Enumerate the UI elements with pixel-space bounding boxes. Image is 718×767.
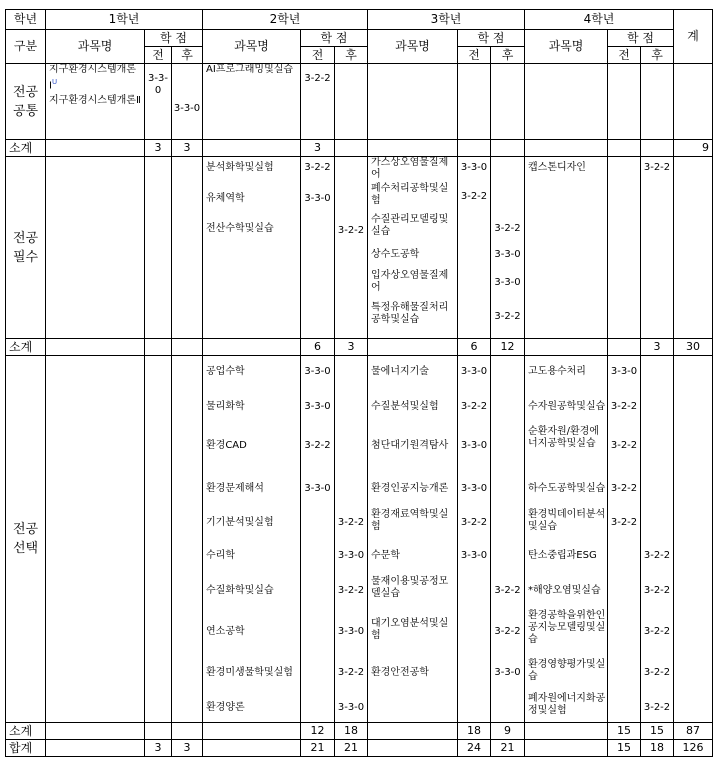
- credit-value: 3-2-2: [460, 517, 488, 528]
- subtotal-value: [608, 339, 641, 356]
- credit-value: 3-2-2: [643, 550, 671, 561]
- credit-value: 3-2-2: [304, 162, 331, 173]
- credit-value: 3-2-2: [610, 517, 638, 528]
- subtotal-label: 소계: [6, 140, 46, 157]
- subtotal-total: 30: [674, 339, 713, 356]
- subject-name: 분석화학및실험: [206, 162, 274, 173]
- common-y1-first: [145, 64, 172, 140]
- y3-credit-header: 학 점: [458, 30, 525, 47]
- y1-first-sem: 전: [145, 47, 172, 64]
- credit-value: 3-2-2: [494, 223, 521, 234]
- credit-value: 3-2-2: [337, 517, 365, 528]
- elective-total-cell: [674, 356, 713, 723]
- y1-credit-header: 학 점: [145, 30, 203, 47]
- credit-value: 3-3-0: [460, 483, 488, 494]
- required-y3-first: [458, 157, 491, 339]
- subject-name: 하수도공학및실습: [528, 483, 606, 494]
- grand-total-value: 21: [335, 740, 368, 757]
- y1-second-sem: 후: [172, 47, 203, 64]
- grand-total-value: 15: [608, 740, 641, 757]
- credit-value: 3-3-0: [460, 550, 488, 561]
- elective-y3-first: [458, 356, 491, 723]
- y4-credit-header: 학 점: [608, 30, 674, 47]
- required-y2-first: [301, 157, 335, 339]
- y3-second-sem: 후: [491, 47, 525, 64]
- subtotal-value: 3: [301, 140, 335, 157]
- empty-cell: [368, 339, 458, 356]
- subject-name: 고도용수처리: [528, 366, 586, 377]
- y4-subject-header: 과목명: [525, 30, 608, 64]
- elective-y2-second: [335, 356, 368, 723]
- elective-y1-subjects: [46, 356, 145, 723]
- subject-name: 입자상오염물질제어: [371, 270, 449, 293]
- subtotal-value: 18: [458, 723, 491, 740]
- elective-y1-first: [145, 356, 172, 723]
- subject-name: 수문학: [371, 550, 400, 561]
- credit-value: 3-3-0: [494, 667, 521, 678]
- subject-name: 공업수학: [206, 366, 245, 377]
- credit-value: 3-2-2: [494, 585, 521, 596]
- empty-cell: [368, 140, 458, 157]
- subject-name: 첨단대기원격탐사: [371, 440, 449, 451]
- credit-value: 3-2-2: [610, 440, 638, 451]
- empty-cell: [525, 339, 608, 356]
- subject-name: 유체역학: [206, 193, 245, 204]
- subject-name: 환경인공지능개론: [371, 483, 449, 494]
- subject-name: *해양오염및실습: [528, 585, 601, 596]
- subject-name: 폐자원에너지화공정및실험: [528, 693, 606, 716]
- subject-name: 물에너지기술: [371, 366, 429, 377]
- subject-name: 지구환경시스템개론Ⅰ$^U$: [49, 64, 136, 92]
- elective-y2-subjects: [203, 356, 301, 723]
- credit-value: 3-2-2: [643, 585, 671, 596]
- credit-value: 3-2-2: [304, 440, 331, 451]
- subtotal-value: 3: [335, 339, 368, 356]
- common-y4-subjects: [525, 64, 608, 140]
- credit-value: 3-2-2: [643, 702, 671, 713]
- credit-value: 3-3-0: [460, 440, 488, 451]
- curriculum-table: [5, 9, 713, 757]
- empty-cell: [525, 140, 608, 157]
- credit-value: 3-3-0: [173, 103, 201, 114]
- subject-name: 환경공학을위한인공지능모델링및실습: [528, 610, 606, 645]
- subtotal-value: [491, 140, 525, 157]
- credit-value: 3-3-0: [148, 73, 168, 96]
- subject-name: 환경문제해석: [206, 483, 264, 494]
- elective-group-label: 전공 선택: [6, 356, 46, 723]
- subtotal-value: [641, 140, 674, 157]
- credit-value: 3-3-0: [337, 550, 365, 561]
- grand-total-value: 21: [491, 740, 525, 757]
- y2-subject-header: 과목명: [203, 30, 301, 64]
- credit-value: 3-3-0: [304, 401, 331, 412]
- subject-name: 환경영향평가및실습: [528, 659, 606, 682]
- common-y2-second: [335, 64, 368, 140]
- common-y3-subjects: [368, 64, 458, 140]
- common-y3-second: [491, 64, 525, 140]
- subject-name: AI프로그래밍및실습: [206, 64, 294, 75]
- common-y2-subjects: [203, 64, 301, 140]
- subtotal-value: 12: [301, 723, 335, 740]
- credit-value: 3-3-0: [337, 702, 365, 713]
- subtotal-value: [335, 140, 368, 157]
- credit-value: 3-2-2: [337, 667, 365, 678]
- subject-name: 기기분석및실험: [206, 517, 274, 528]
- empty-cell: [46, 740, 145, 757]
- elective-y3-subjects: [368, 356, 458, 723]
- grand-total-value: 3: [172, 740, 203, 757]
- subject-name: 물재이용및공정모델실습: [371, 576, 449, 599]
- subject-name: 순환자원/환경에너지공학및실습: [528, 426, 599, 449]
- empty-cell: [46, 723, 145, 740]
- elective-y4-second: [641, 356, 674, 723]
- subtotal-value: 18: [335, 723, 368, 740]
- credit-value: 3-2-2: [610, 401, 638, 412]
- y3-subject-header: 과목명: [368, 30, 458, 64]
- grand-total-value: 21: [301, 740, 335, 757]
- common-y1-second: [172, 64, 203, 140]
- subtotal-label: 소계: [6, 723, 46, 740]
- credit-value: 3-3-0: [494, 277, 521, 288]
- subtotal-value: [145, 723, 172, 740]
- subtotal-value: [172, 723, 203, 740]
- common-group-label: 전공 공통: [6, 64, 46, 140]
- y2-first-sem: 전: [301, 47, 335, 64]
- elective-y4-first: [608, 356, 641, 723]
- required-y4-second: [641, 157, 674, 339]
- subtotal-value: [608, 140, 641, 157]
- subject-name: 상수도공학: [371, 249, 420, 260]
- elective-row: [6, 356, 713, 723]
- subtotal-value: 9: [491, 723, 525, 740]
- credit-value: 3-2-2: [643, 626, 671, 637]
- grand-total-value: 18: [641, 740, 674, 757]
- required-subtotal-row: [6, 339, 713, 356]
- credit-value: 3-2-2: [494, 626, 521, 637]
- common-y2-first: [301, 64, 335, 140]
- subject-name: 환경안전공학: [371, 667, 429, 678]
- credit-value: 3-2-2: [643, 667, 671, 678]
- subtotal-label: 소계: [6, 339, 46, 356]
- subtotal-value: [145, 339, 172, 356]
- subtotal-value: 3: [641, 339, 674, 356]
- credit-value: 3-2-2: [460, 401, 488, 412]
- credit-value: 3-2-2: [337, 225, 365, 236]
- empty-cell: [525, 723, 608, 740]
- credit-value: 3-3-0: [304, 193, 331, 204]
- category-label: 구분: [6, 30, 46, 64]
- subject-name: 환경재료역학및실험: [371, 509, 449, 532]
- subject-name: 특정유해물질처리공학및실습: [371, 302, 449, 325]
- elective-y4-subjects: [525, 356, 608, 723]
- empty-cell: [46, 140, 145, 157]
- subtotal-value: 3: [145, 140, 172, 157]
- credit-value: 3-3-0: [460, 162, 488, 173]
- subtotal-value: 3: [172, 140, 203, 157]
- subject-name: 가스상오염물질제어: [371, 157, 449, 180]
- subtotal-value: [458, 140, 491, 157]
- grand-total-value: 24: [458, 740, 491, 757]
- credit-value: 3-3-0: [460, 366, 488, 377]
- subject-name: 수리학: [206, 550, 235, 561]
- y4-first-sem: 전: [608, 47, 641, 64]
- credit-value: 3-2-2: [460, 191, 488, 202]
- required-row: [6, 157, 713, 339]
- required-y4-first: [608, 157, 641, 339]
- subtotal-value: 12: [491, 339, 525, 356]
- credit-value: 3-2-2: [610, 483, 638, 494]
- empty-cell: [46, 339, 145, 356]
- credit-value: 3-2-2: [643, 162, 671, 173]
- subject-name: 캡스톤디자인: [528, 162, 586, 173]
- empty-cell: [203, 140, 301, 157]
- subject-name: 전산수학및실습: [206, 223, 274, 234]
- total-header: 계: [674, 10, 713, 64]
- common-y4-first: [608, 64, 641, 140]
- required-group-label: 전공 필수: [6, 157, 46, 339]
- required-y4-subjects: [525, 157, 608, 339]
- subject-name: 수질화학및실습: [206, 585, 274, 596]
- subtotal-total: 9: [674, 140, 713, 157]
- subject-name: 환경양론: [206, 702, 245, 713]
- subject-name: 환경미생물학및실험: [206, 667, 293, 678]
- year-1-header: 1학년: [46, 10, 203, 30]
- credit-value: 3-3-0: [610, 366, 638, 377]
- common-subtotal-row: [6, 140, 713, 157]
- required-y1-subjects: [46, 157, 145, 339]
- credit-value: 3-2-2: [304, 73, 331, 84]
- elective-subtotal-row: [6, 723, 713, 740]
- required-y2-subjects: [203, 157, 301, 339]
- credit-value: 3-3-0: [337, 626, 365, 637]
- required-total-cell: [674, 157, 713, 339]
- subtotal-value: 15: [608, 723, 641, 740]
- year-3-header: 3학년: [368, 10, 525, 30]
- required-y1-first: [145, 157, 172, 339]
- grand-total-row: [6, 740, 713, 757]
- year-2-header: 2학년: [203, 10, 368, 30]
- subject-name: 수자원공학및실습: [528, 401, 606, 412]
- subject-name: 물리화학: [206, 401, 245, 412]
- y2-second-sem: 후: [335, 47, 368, 64]
- subject-name: 수질분석및실험: [371, 401, 439, 412]
- credit-value: 3-3-0: [304, 483, 331, 494]
- common-y3-first: [458, 64, 491, 140]
- year-4-header: 4학년: [525, 10, 674, 30]
- required-y3-second: [491, 157, 525, 339]
- grand-total-value: 3: [145, 740, 172, 757]
- required-y1-second: [172, 157, 203, 339]
- y4-second-sem: 후: [641, 47, 674, 64]
- subject-name: 지구환경시스템개론Ⅱ: [49, 95, 141, 106]
- subject-name: 환경CAD: [206, 440, 247, 451]
- credit-value: 3-3-0: [494, 249, 521, 260]
- grand-total-label: 합계: [6, 740, 46, 757]
- required-y3-subjects: [368, 157, 458, 339]
- subtotal-value: 6: [458, 339, 491, 356]
- subtotal-value: 6: [301, 339, 335, 356]
- common-row: [6, 64, 713, 140]
- y3-first-sem: 전: [458, 47, 491, 64]
- required-y2-second: [335, 157, 368, 339]
- subject-name: 환경빅데이터분석및실습: [528, 509, 606, 532]
- y2-credit-header: 학 점: [301, 30, 368, 47]
- elective-y3-second: [491, 356, 525, 723]
- elective-y1-second: [172, 356, 203, 723]
- subject-name: 대기오염분석및실험: [371, 618, 449, 641]
- subject-name: 연소공학: [206, 626, 245, 637]
- common-y4-second: [641, 64, 674, 140]
- empty-cell: [203, 723, 301, 740]
- subtotal-total: 87: [674, 723, 713, 740]
- empty-cell: [368, 723, 458, 740]
- y1-subject-header: 과목명: [46, 30, 145, 64]
- common-total-cell: [674, 64, 713, 140]
- elective-y2-first: [301, 356, 335, 723]
- subject-name: 수질관리모델링및실습: [371, 214, 449, 237]
- subtotal-value: [172, 339, 203, 356]
- credit-value: 3-3-0: [304, 366, 331, 377]
- empty-cell: [368, 740, 458, 757]
- credit-value: 3-2-2: [337, 585, 365, 596]
- year-label: 학년: [6, 10, 46, 30]
- grand-total-sum: 126: [674, 740, 713, 757]
- subject-name: 탄소중립과ESG: [528, 550, 597, 561]
- empty-cell: [203, 339, 301, 356]
- empty-cell: [203, 740, 301, 757]
- common-y1-subjects: [46, 64, 145, 140]
- credit-value: 3-2-2: [494, 311, 521, 322]
- empty-cell: [525, 740, 608, 757]
- subtotal-value: 15: [641, 723, 674, 740]
- subject-name: 폐수처리공학및실험: [371, 183, 449, 206]
